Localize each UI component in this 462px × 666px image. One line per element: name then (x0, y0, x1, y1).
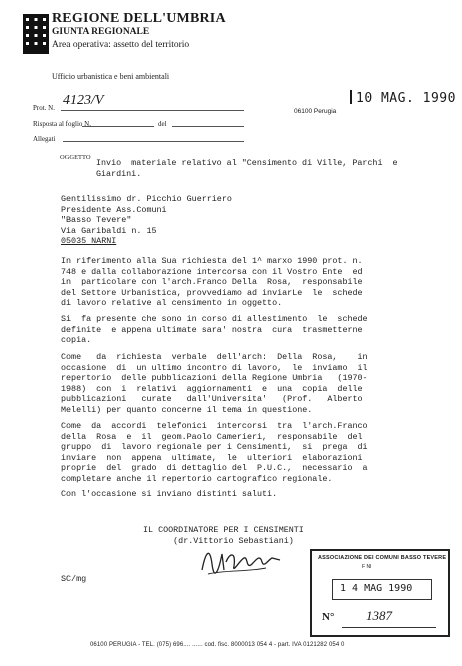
paragraph-1 (61, 256, 363, 309)
subject-label: OGGETTO (60, 154, 91, 161)
text-line: occasione di un ultimo incontro di lavoro, le inviamo il (61, 362, 368, 373)
date-stamp: 10 MAG. 1990 (350, 90, 456, 106)
protocol-line (61, 110, 244, 111)
text-line: 748 e dalla collaborazione intercorsa con il Vostro Ente ed (61, 266, 363, 277)
stamp-number-label: N° (322, 611, 335, 623)
regional-coat-of-arms-icon (23, 14, 49, 54)
org-title: REGIONE DELL'UMBRIA (52, 11, 226, 26)
org-area: Area operativa: assetto del territorio (52, 40, 190, 50)
del-line (172, 126, 244, 127)
signatory-title: IL COORDINATORE PER I CENSIMENTI (143, 525, 304, 535)
stamp-header: ASSOCIAZIONE DEI COMUNI BASSO TEVERE (318, 555, 447, 561)
text-line: Come da accordi telefonici intercorsi tra l'arch.Franco (61, 421, 368, 431)
subject-text (96, 158, 398, 179)
received-stamp (310, 549, 450, 637)
paragraph-5 (61, 489, 277, 500)
recipient-address (61, 194, 232, 247)
reply-label: Risposta al foglio N. (33, 120, 91, 128)
recipient-line: Gentilissimo dr. Picchio Guerriero (61, 194, 232, 204)
recipient-line: Via Garibaldi n. 15 (61, 225, 157, 236)
recipient-line: "Basso Tevere" (61, 215, 132, 226)
paragraph-4 (61, 421, 368, 485)
subject-line: Giardini. (96, 168, 142, 179)
handwritten-signature (196, 540, 286, 580)
paragraph-3 (61, 352, 368, 416)
stamp-number: 1387 (366, 608, 392, 623)
reply-line (82, 126, 154, 127)
text-line: definite e appena ultimate sara' nostra cura trasmetterne (61, 324, 363, 335)
signatory-name: (dr.Vittorio Sebastiani) (143, 535, 294, 546)
stamp-sub: F NI (362, 564, 372, 570)
text-line: Come da richiesta verbale dell'arch: Della Rosa, in (61, 352, 368, 362)
org-subtitle: GIUNTA REGIONALE (52, 27, 150, 37)
text-line: di lavoro relative al censimento in oggetto. (61, 298, 283, 309)
footer-contact: 06100 PERUGIA - TEL. (075) 696.... ...... cod. fisc. 8000013 054 4 - part. IVA 0121282 054 0 (90, 642, 345, 648)
city-label: 06100 Perugia (294, 108, 337, 115)
protocol-number: 4123/V (63, 93, 104, 108)
org-office: Ufficio urbanistica e beni ambientali (52, 72, 170, 81)
text-line: copia. (61, 335, 92, 346)
del-label: del (158, 120, 167, 128)
text-line: In riferimento alla Sua richiesta del 1^ marxo 1990 prot. n. (61, 256, 363, 266)
subject-line: Invio materiale relativo al "Censimento di Ville, Parchi e (96, 158, 398, 168)
text-line: Con l'occasione si inviano distinti saluti. (61, 489, 278, 499)
text-line: inviare non appena ultimate, le ulteriori elaborazioni (61, 452, 363, 463)
text-line: Si fa presente che sono in corso di allestimento le schede (61, 314, 368, 324)
text-line: del Settore Urbanistica, provvediamo ad inviarLe le schede (61, 287, 363, 298)
attachments-label: Allegati (33, 135, 56, 143)
text-line: completare anche il repertorio cartografico regionale. (61, 473, 333, 484)
text-line: proprie del grado di dettaglio del P.U.C., necessario a (61, 463, 368, 474)
typist-initials: SC/mg (61, 574, 87, 584)
text-line: della Rosa e il geom.Paolo Camerieri, responsabile del (61, 431, 363, 442)
text-line: gruppo di lavoro regionale per i Censimenti, si prega di (61, 442, 368, 453)
text-line: pubblicazioni curate dall'Universita' (Prof. Alberto (61, 394, 363, 405)
stamp-date: 1 4 MAG 1990 (340, 583, 413, 594)
recipient-line: 05035 NARNI (61, 236, 117, 247)
paragraph-2 (61, 314, 368, 346)
recipient-line: Presidente Ass.Comuni (61, 204, 167, 215)
text-line: in particolare con l'arch.Franco Della Rosa, responsabile (61, 277, 363, 288)
protocol-label: Prot. N. (33, 104, 55, 112)
attachments-line (63, 141, 244, 142)
text-line: repertorio delle pubblicazioni della Regione Umbria (1970- (61, 373, 368, 384)
text-line: Melelli) per quanto concerne il tema in questione. (61, 404, 313, 415)
text-line: 1988) con i relativi aggiornamenti e una copia delle (61, 383, 363, 394)
